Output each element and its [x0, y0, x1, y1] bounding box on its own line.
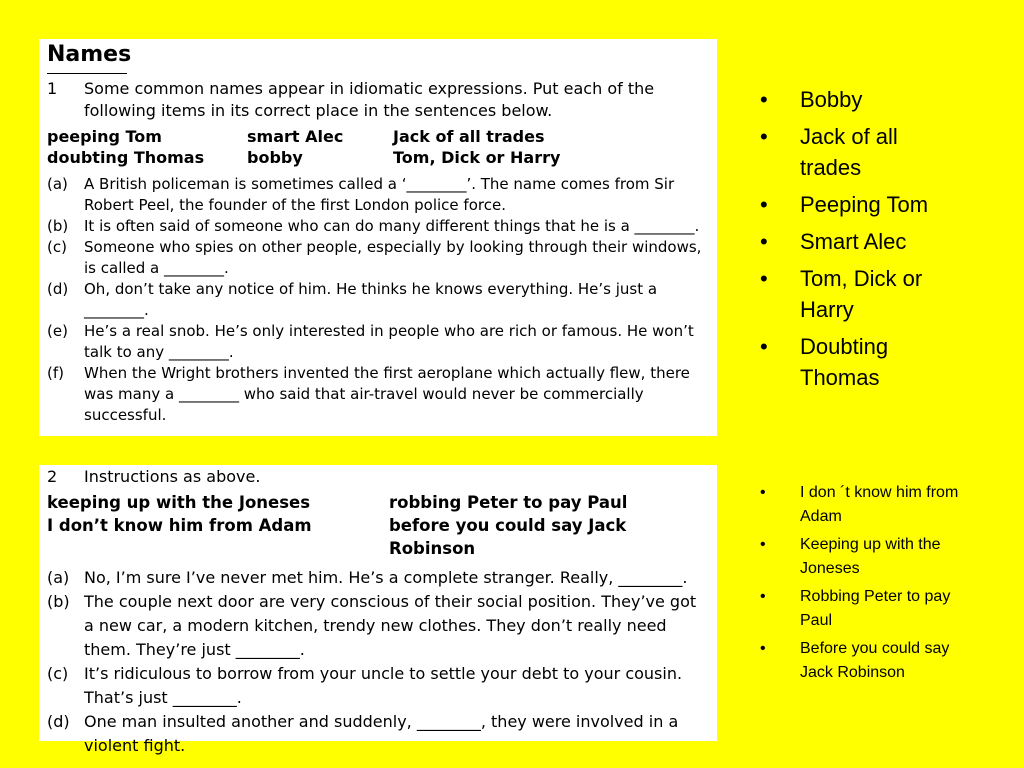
term: robbing Peter to pay Paul	[389, 493, 628, 512]
question-text: Oh, don’t take any notice of him. He thinks he knows everything. He’s just a ________.	[84, 280, 658, 319]
term: Tom, Dick or Harry	[393, 148, 561, 167]
exercise-2-instruction	[47, 466, 709, 488]
answer-item: • Bobby	[760, 84, 960, 115]
exercise-number: 1	[47, 79, 58, 98]
question-text: He’s a real snob. He’s only interested in people who are rich or famous. He won’t talk to any ________.	[84, 322, 694, 361]
answer-item: • Jack of all trades	[760, 121, 960, 183]
question-label: (b)	[47, 592, 70, 611]
question-text: It’s ridiculous to borrow from your uncle to settle your debt to your cousin. That’s just ________.	[84, 664, 683, 707]
term: Jack of all trades	[393, 127, 545, 146]
term: bobby	[247, 148, 303, 167]
instruction-text: Some common names appear in idiomatic expressions. Put each of the following items in its correct place in the sentences below.	[84, 79, 655, 120]
question-label: (a)	[47, 568, 70, 587]
question-label: (a)	[47, 175, 68, 193]
question-item	[47, 237, 709, 279]
question-item	[47, 590, 709, 662]
question-label: (b)	[47, 217, 69, 235]
exercise-1-terms	[47, 126, 709, 168]
question-label: (c)	[47, 238, 67, 256]
title-underline	[47, 73, 127, 74]
term: doubting Thomas	[47, 148, 205, 167]
question-text: When the Wright brothers invented the first aeroplane which actually flew, there was many a ________ who said that air-travel would never be commercially successful.	[84, 364, 690, 424]
question-item	[47, 279, 709, 321]
answer-item: • Before you could say Jack Robinson	[760, 637, 980, 685]
question-text: One man insulted another and suddenly, ________, they were involved in a violent fight.	[84, 712, 679, 755]
question-item	[47, 566, 709, 590]
question-text: The couple next door are very conscious of their social position. They’ve got a new car, a modern kitchen, trendy new clothes. They don’t really need them. They’re just ________.	[84, 592, 697, 659]
exercise-1-instruction	[47, 78, 709, 122]
question-label: (d)	[47, 280, 69, 298]
question-text: Someone who spies on other people, especially by looking through their windows, is called a ________.	[84, 238, 702, 277]
exercise-1-card	[39, 39, 717, 436]
question-item	[47, 662, 709, 710]
term: before you could say Jack Robinson	[389, 516, 627, 558]
question-item	[47, 174, 709, 216]
exercise-number: 2	[47, 467, 58, 486]
exercise-2-card	[39, 465, 717, 755]
question-label: (f)	[47, 364, 64, 382]
answer-item: • I don ´t know him from Adam	[760, 481, 980, 529]
question-item	[47, 363, 709, 426]
answer-item: • Robbing Peter to pay Paul	[760, 585, 980, 633]
answer-item: • Peeping Tom	[760, 189, 960, 220]
question-label: (c)	[47, 664, 69, 683]
question-item	[47, 710, 709, 758]
question-item	[47, 216, 709, 237]
answer-list-2	[760, 481, 980, 689]
question-item	[47, 321, 709, 363]
answer-item: • Tom, Dick or Harry	[760, 263, 960, 325]
question-text: It is often said of someone who can do many different things that he is a ________.	[84, 217, 700, 235]
term: smart Alec	[247, 127, 344, 146]
question-label: (d)	[47, 712, 70, 731]
answer-item: • Smart Alec	[760, 226, 960, 257]
term: peeping Tom	[47, 127, 162, 146]
answer-item: • Keeping up with the Joneses	[760, 533, 980, 581]
answer-item: • Doubting Thomas	[760, 331, 960, 393]
exercise-2-terms	[47, 491, 709, 560]
question-text: A British policeman is sometimes called a ‘________’. The name comes from Sir Robert Peel, the founder of the first London police force.	[84, 175, 675, 214]
term: I don’t know him from Adam	[47, 516, 312, 535]
answer-list-1	[760, 84, 960, 399]
term: keeping up with the Joneses	[47, 493, 311, 512]
page-title: Names	[47, 42, 132, 67]
instruction-text: Instructions as above.	[84, 467, 261, 486]
question-label: (e)	[47, 322, 68, 340]
question-text: No, I’m sure I’ve never met him. He’s a complete stranger. Really, ________.	[84, 568, 688, 587]
